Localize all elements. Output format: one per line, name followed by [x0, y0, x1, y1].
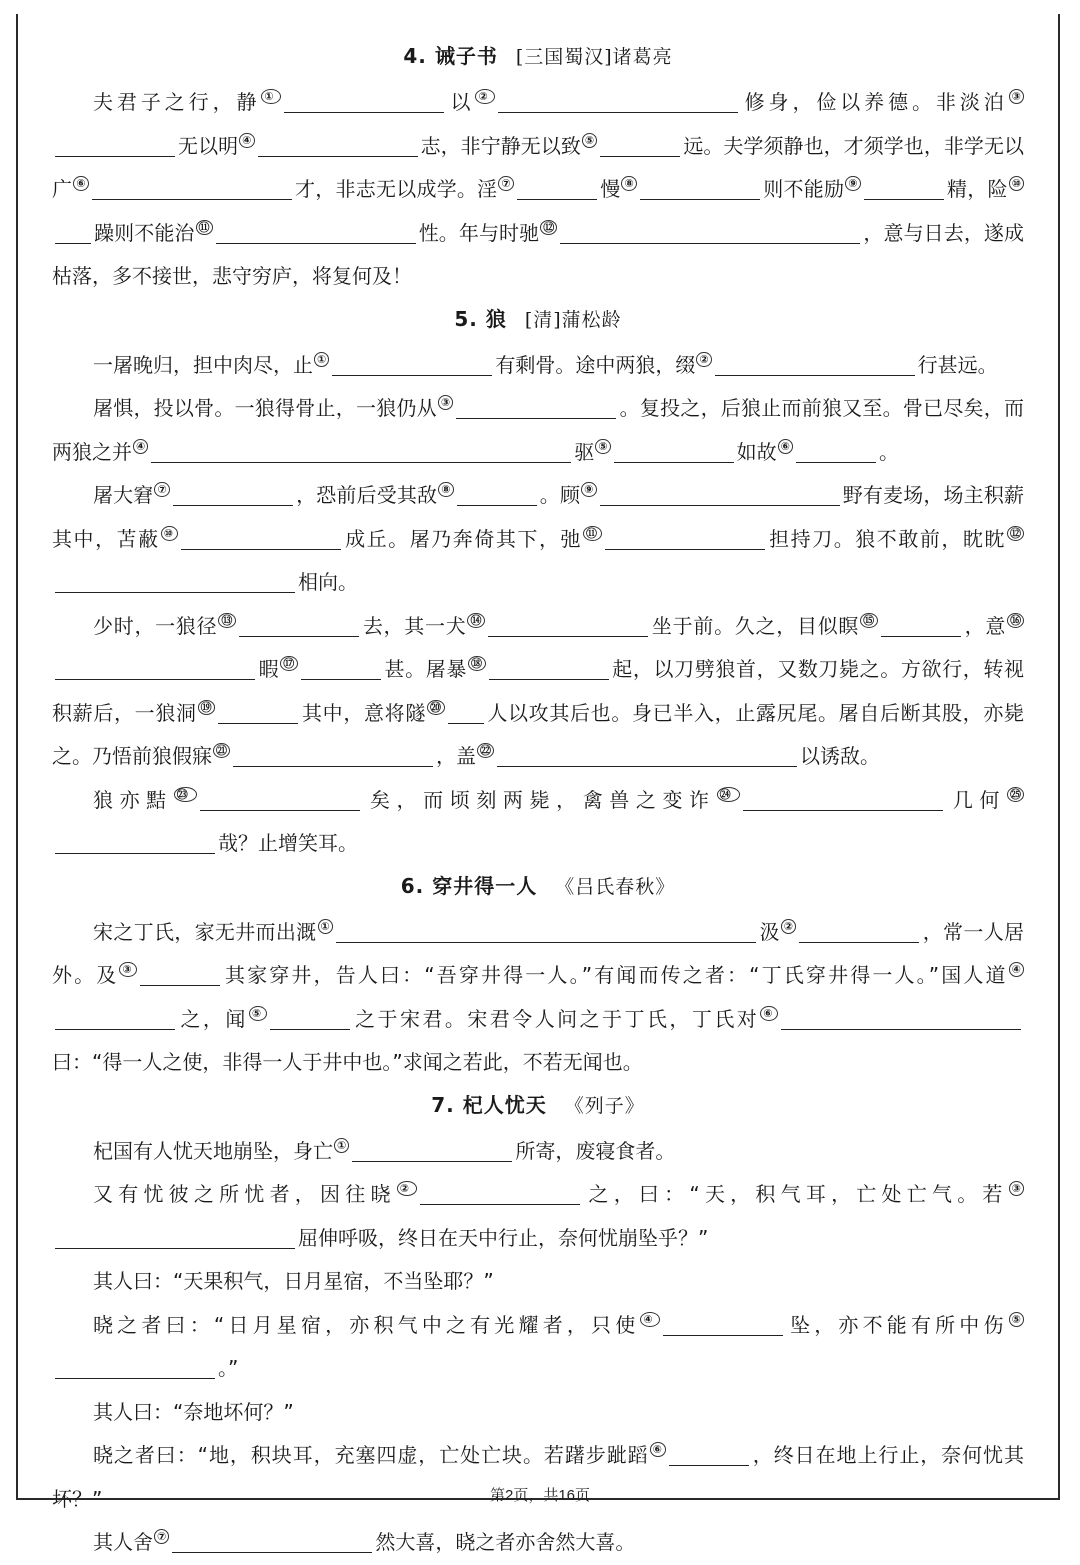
answer-blank[interactable] [743, 788, 943, 811]
answer-blank[interactable] [600, 483, 840, 506]
paragraph: 宋之丁氏，家无井而出溉 ① 汲 ② ，常一人居外。及 ③ 其家穿井，告人曰：“吾穿井得一人。”有闻而传之者：“丁氏穿井得一人。”国人道 ④之，闻 ⑤ 之于宋君。宋君令人问之于丁氏，丁氏对 ⑥曰：“得一人之使，非得一人于井中也。”求闻之若此，不若无闻也。 [52, 919, 1025, 1074]
annotation-marker: ④ [1009, 962, 1024, 977]
annotation-marker: ⑲ [198, 700, 216, 715]
paragraph: 又有忧彼之所忧者，因往晓 ② 之，曰：“天，积气耳，亡处亡气。若 ③屈伸呼吸，终日在天中行止，奈何忧崩坠乎？” [52, 1173, 1024, 1260]
annotation-marker: ⑩ [1009, 176, 1024, 191]
section-source: 《吕氏春秋》 [555, 875, 676, 898]
annotation-marker: ② [397, 1181, 418, 1196]
paragraph: 其人曰：“天果积气，日月星宿，不当坠耶？” [93, 1269, 494, 1293]
annotation-marker: ⑱ [468, 656, 486, 671]
annotation-marker: ⑥ [760, 1006, 778, 1021]
answer-blank[interactable] [55, 1226, 295, 1249]
answer-blank[interactable] [301, 657, 381, 680]
answer-blank[interactable] [489, 657, 609, 680]
answer-blank[interactable] [614, 440, 734, 463]
annotation-marker: ① [318, 919, 334, 934]
annotation-marker: ⑦ [154, 482, 169, 497]
answer-blank[interactable] [456, 396, 616, 419]
section-source: [清]蒲松龄 [524, 308, 622, 331]
answer-blank[interactable] [218, 701, 298, 724]
answer-blank[interactable] [200, 788, 360, 811]
answer-blank[interactable] [270, 1007, 350, 1030]
annotation-marker: ㉒ [477, 743, 494, 758]
section-title: 4. 诫子书 [三国蜀汉]诸葛亮 [403, 44, 673, 68]
section-title: 6. 穿井得一人 《吕氏春秋》 [400, 873, 676, 898]
answer-blank[interactable] [140, 963, 220, 986]
annotation-marker: ⑭ [467, 613, 485, 628]
paragraph: 屠大窘 ⑦ ，恐前后受其敌 ⑧ 。顾 ⑨ 野有麦场，场主积薪其中，苫蔽 ⑩ 成丘。屠乃奔倚其下，弛 ⑪ 担持刀。狼不敢前，眈眈 ⑫相向。 [52, 483, 1024, 594]
paragraph: 其人曰：“奈地坏何？” [93, 1399, 294, 1424]
section-title: 5. 狼 [清]蒲松龄 [454, 306, 622, 331]
answer-blank[interactable] [517, 177, 597, 200]
annotation-marker: ⑦ [154, 1529, 169, 1544]
answer-blank[interactable] [55, 221, 91, 244]
answer-blank[interactable] [497, 744, 797, 767]
answer-blank[interactable] [55, 831, 215, 854]
answer-blank[interactable] [55, 1007, 175, 1030]
annotation-marker: ⑫ [540, 220, 557, 235]
annotation-marker: ⑦ [498, 176, 514, 191]
annotation-marker: ⑤ [1009, 1312, 1024, 1327]
paragraph: 晓之者曰：“日月星宿，亦积气中之有光耀者，只使 ④ 坠，亦不能有所中伤 ⑤。” [52, 1304, 1024, 1391]
section-title: 7. 杞人忧天 《列子》 [431, 1092, 645, 1117]
annotation-marker: ㉓ [174, 787, 198, 802]
paragraph: 狼亦黠 $^㉓$ 矣，而顷刻两毙，禽兽之变诈 $^㉔$ 几何 $^㉕$哉？止增笑耳。 [52, 779, 1024, 866]
answer-blank[interactable] [488, 614, 648, 637]
answer-blank[interactable] [55, 1356, 215, 1379]
paragraph: 夫君子之行，静 ① 以 ② 修身，俭以养德。非淡泊 ③无以明 ④ 志，非宁静无以致 ⑤ 远。夫学须静也，才须学也，非学无以广 ⑥ 才，非志无以成学。淫 ⑦ 慢 ⑧ 则不能励 ⑨ 精，险 ⑩躁则不能治 ⑪ 性。年与时驰 ⑫ ，意与日去，遂成枯落，多不接世，悲守穷庐，将复何及！ [52, 90, 1025, 288]
answer-blank[interactable] [151, 440, 571, 463]
answer-blank[interactable] [284, 90, 444, 113]
paragraph: 晓之者曰：“地，积块耳，充塞四虚，亡处亡块。若躇步跐蹈 ⑥ ，终日在地上行止，奈何忧其坏？” [52, 1443, 1024, 1511]
annotation-marker: ⑳ [427, 700, 445, 715]
paragraph: 其人舍 ⑦ 然大喜，晓之者亦舍然大喜。 [93, 1530, 636, 1554]
answer-blank[interactable] [498, 90, 738, 113]
annotation-marker: ③ [119, 962, 136, 977]
answer-blank[interactable] [781, 1007, 1021, 1030]
annotation-marker: ② [696, 352, 711, 367]
answer-blank[interactable] [233, 744, 433, 767]
answer-blank[interactable] [640, 177, 760, 200]
annotation-marker: ⑧ [438, 482, 453, 497]
answer-blank[interactable] [173, 483, 293, 506]
annotation-marker: ① [261, 89, 280, 104]
annotation-marker: ⑥ [73, 176, 89, 191]
annotation-marker: ⑯ [1007, 613, 1024, 628]
answer-blank[interactable] [448, 701, 484, 724]
answer-blank[interactable] [864, 177, 944, 200]
annotation-marker: ⑮ [860, 613, 878, 628]
section-source: 《列子》 [564, 1094, 645, 1117]
answer-blank[interactable] [796, 440, 876, 463]
annotation-marker: ⑤ [595, 439, 610, 454]
answer-blank[interactable] [605, 527, 765, 550]
annotation-marker: ④ [640, 1312, 660, 1327]
annotation-marker: ⑤ [249, 1006, 267, 1021]
answer-blank[interactable] [258, 134, 418, 157]
answer-blank[interactable] [663, 1313, 783, 1336]
answer-blank[interactable] [92, 177, 292, 200]
annotation-marker: ④ [133, 439, 148, 454]
annotation-marker: ② [475, 89, 494, 104]
annotation-marker: ③ [1009, 89, 1024, 104]
answer-blank[interactable] [600, 134, 680, 157]
section-source: [三国蜀汉]诸葛亮 [515, 46, 673, 68]
answer-blank[interactable] [336, 920, 756, 943]
answer-blank[interactable] [715, 353, 915, 376]
answer-blank[interactable] [420, 1182, 580, 1205]
answer-blank[interactable] [669, 1443, 749, 1466]
annotation-marker: ③ [1009, 1181, 1024, 1196]
annotation-marker: ⑫ [1007, 526, 1024, 541]
answer-blank[interactable] [239, 614, 359, 637]
annotation-marker: ⑨ [581, 482, 596, 497]
answer-blank[interactable] [560, 221, 860, 244]
answer-blank[interactable] [216, 221, 416, 244]
answer-blank[interactable] [881, 614, 961, 637]
document-body [52, 36, 1024, 1565]
answer-blank[interactable] [457, 483, 537, 506]
answer-blank[interactable] [332, 353, 492, 376]
answer-blank[interactable] [172, 1530, 372, 1553]
answer-blank[interactable] [352, 1139, 512, 1162]
annotation-marker: ㉕ [1007, 787, 1024, 802]
answer-blank[interactable] [55, 134, 175, 157]
annotation-marker: ⑪ [583, 526, 602, 541]
annotation-marker: ⑥ [778, 439, 793, 454]
annotation-marker: ⑧ [621, 176, 637, 191]
annotation-marker: ⑥ [650, 1442, 666, 1457]
annotation-marker: ① [334, 1138, 349, 1153]
annotation-marker: ② [781, 919, 797, 934]
paragraph: 一屠晚归，担中肉尽，止 ① 有剩骨。途中两狼，缀 ② 行甚远。 [93, 352, 998, 377]
paragraph: 屠惧，投以骨。一狼得骨止，一狼仍从 ③ 。复投之，后狼止而前狼又至。骨已尽矣，而两狼之并 ④ 驱 ⑤ 如故 ⑥ 。 [52, 396, 1025, 464]
page-footer: 第2页，共16页 [489, 1487, 591, 1504]
annotation-marker: ⑪ [196, 220, 213, 235]
annotation-marker: ㉑ [213, 743, 230, 758]
annotation-marker: ③ [438, 395, 454, 410]
annotation-marker: ⑰ [280, 656, 298, 671]
annotation-marker: ㉔ [717, 787, 741, 802]
annotation-marker: ⑬ [218, 613, 236, 628]
answer-blank[interactable] [181, 527, 341, 550]
answer-blank[interactable] [55, 657, 255, 680]
annotation-marker: ⑤ [582, 133, 597, 148]
annotation-marker: ⑩ [161, 526, 178, 541]
annotation-marker: ④ [239, 133, 254, 148]
paragraph: 杞国有人忧天地崩坠，身亡 ① 所寄，废寝食者。 [93, 1138, 676, 1163]
paragraph: 少时，一狼径 ⑬ 去，其一犬 ⑭ 坐于前。久之，目似瞑 ⑮ ，意 ⑯暇 ⑰ 甚。屠暴 ⑱ 起，以刀劈狼首，又数刀毙之。方欲行，转视积薪后，一狼洞 ⑲ 其中，意将隧 ⑳ 人以攻其后也。身已半入，止露尻尾。屠自后断其股，亦毙之。乃悟前狼假寐 $^㉑$ ，盖 $^㉒$ 以诱敌。 [52, 613, 1025, 768]
annotation-marker: ① [314, 352, 329, 367]
annotation-marker: ⑨ [845, 176, 861, 191]
answer-blank[interactable] [55, 570, 295, 593]
answer-blank[interactable] [799, 920, 919, 943]
